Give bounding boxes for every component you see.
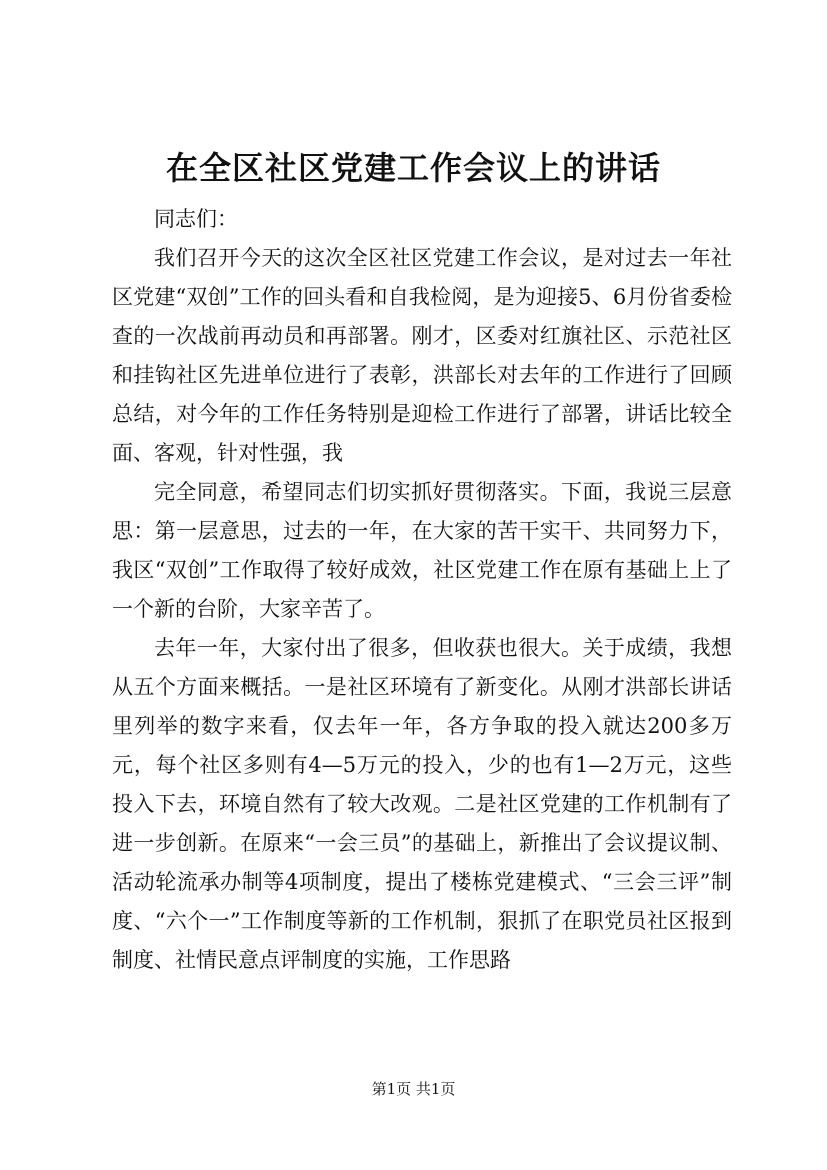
salutation: 同志们：	[154, 207, 238, 231]
paragraph-1: 我们召开今天的这次全区社区党建工作会议，是对过去一年社区党建“双创”工作的回头看和自我检阅，是为迎接5、6月份省委检查的一次战前再动员和再部署。刚才，区委对红旗社区、示范社区和挂钩社区先进单位进行了表彰，洪部长对去年的工作进行了回顾总结，对今年的工作任务特别是迎检工作进行了部署，讲话比较全面、客观，针对性强，我	[112, 246, 732, 465]
paragraph-3: 去年一年，大家付出了很多，但收获也很大。关于成绩，我想从五个方面来概括。一是社区环境有了新变化。从刚才洪部长讲话里列举的数字来看，仅去年一年，各方争取的投入就达200多万元，每个社区多则有4—5万元的投入，少的也有1—2万元，这些投入下去，环境自然有了较大改观。二是社区党建的工作机制有了进一步创新。在原来“一会三员”的基础上，新推出了会议提议制、活动轮流承办制等4项制度，提出了楼栋党建模式、“三会三评”制度、“六个一”工作制度等新的工作机制，狠抓了在职党员社区报到制度、社情民意点评制度的实施，工作思路	[112, 636, 732, 972]
page-footer: 第1页 共1页	[371, 1080, 456, 1098]
document-title: 在全区社区党建工作会议上的讲话	[165, 149, 661, 187]
paragraph-2: 完全同意，希望同志们切实抓好贯彻落实。下面，我说三层意思：第一层意思，过去的一年，在大家的苦干实干、共同努力下，我区“双创”工作取得了较好成效，社区党建工作在原有基础上上了一个新的台阶，大家辛苦了。	[112, 480, 732, 621]
document-body	[112, 200, 732, 980]
